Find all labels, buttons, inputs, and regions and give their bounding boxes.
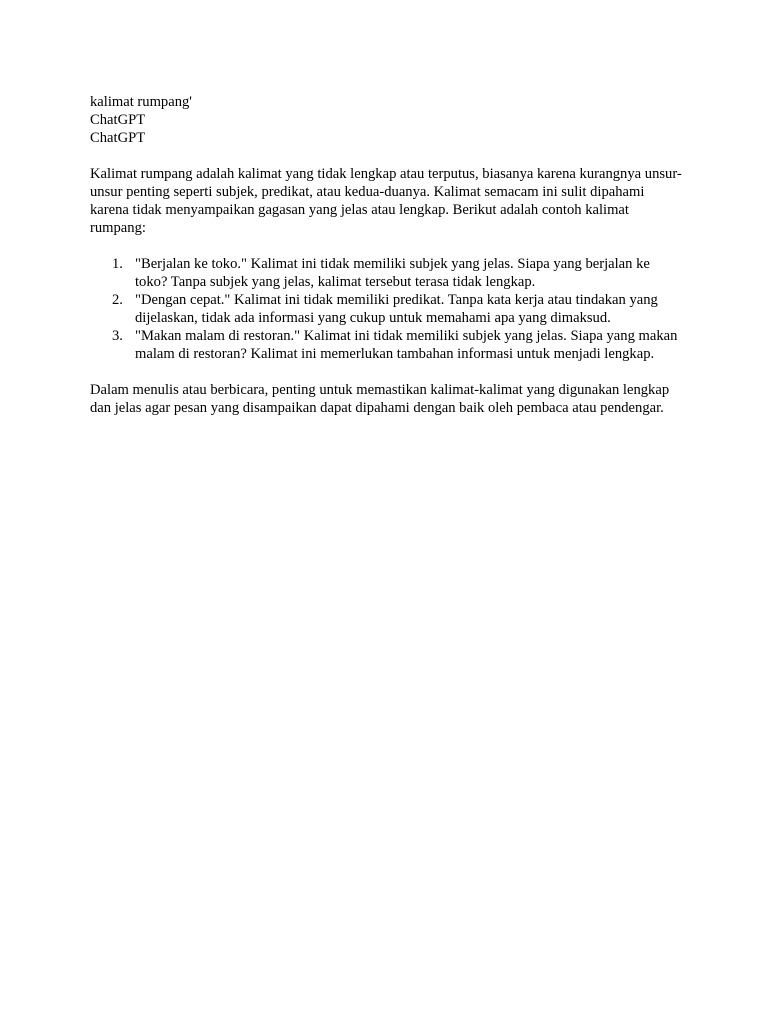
document-header	[90, 93, 682, 147]
list-item-number: 2.	[112, 292, 123, 308]
list-item-text: "Berjalan ke toko." Kalimat ini tidak memiliki subjek yang jelas. Siapa yang berjalan ke toko? Tanpa subjek yang jelas, kalimat tersebut terasa tidak lengkap.	[135, 256, 650, 290]
list-item-number: 1.	[112, 256, 123, 272]
list-item-number: 3.	[112, 328, 123, 344]
author-label: ChatGPT	[90, 130, 146, 146]
examples-list	[90, 255, 682, 363]
author-label: ChatGPT	[90, 112, 146, 128]
document-title: kalimat rumpang'	[90, 94, 192, 110]
closing-paragraph: Dalam menulis atau berbicara, penting untuk memastikan kalimat-kalimat yang digunakan lengkap dan jelas agar pesan yang disampaikan dapat dipahami dengan baik oleh pembaca atau pendengar.	[90, 382, 670, 416]
list-item	[90, 255, 682, 291]
intro-paragraph: Kalimat rumpang adalah kalimat yang tidak lengkap atau terputus, biasanya karena kurangnya unsur-unsur penting seperti subjek, predikat, atau kedua-duanya. Kalimat semacam ini sulit dipahami karena tidak menyampaikan gagasan yang jelas atau lengkap. Berikut adalah contoh kalimat rumpang:	[90, 166, 682, 236]
list-item	[90, 291, 682, 327]
document-body	[90, 93, 682, 417]
list-item	[90, 327, 682, 363]
list-item-text: "Dengan cepat." Kalimat ini tidak memiliki predikat. Tanpa kata kerja atau tindakan yang dijelaskan, tidak ada informasi yang cukup untuk memahami apa yang dimaksud.	[135, 292, 658, 326]
list-item-text: "Makan malam di restoran." Kalimat ini tidak memiliki subjek yang jelas. Siapa yang makan malam di restoran? Kalimat ini memerlukan tambahan informasi untuk menjadi lengkap.	[135, 328, 678, 362]
